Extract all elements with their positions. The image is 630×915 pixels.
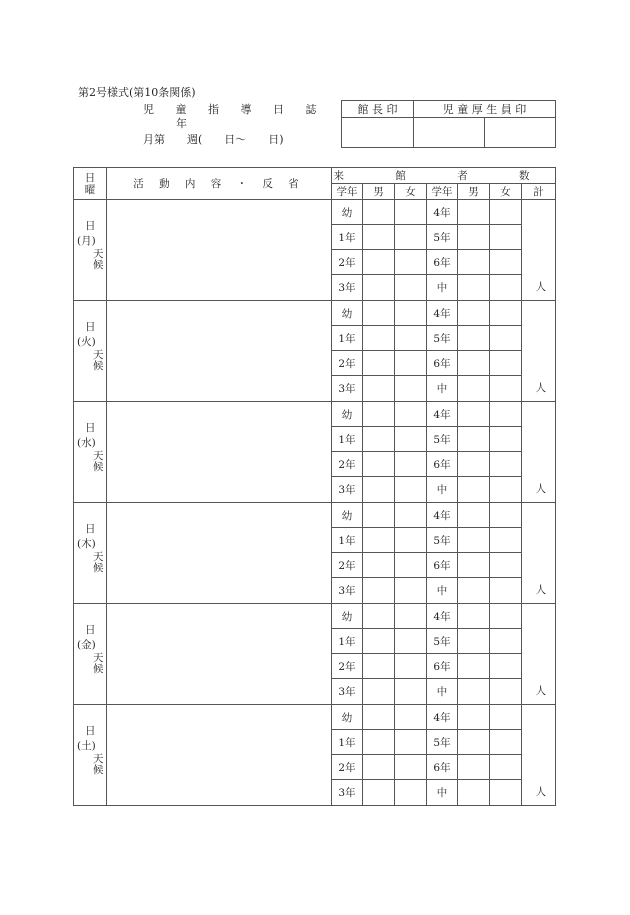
male-count-cell[interactable] — [458, 578, 490, 604]
day-cell[interactable] — [74, 604, 107, 705]
weather-label: 天 候 — [93, 450, 104, 473]
grade-label: 1年 — [332, 427, 363, 452]
grade-label: 4年 — [427, 200, 458, 225]
male-count-cell[interactable] — [458, 200, 490, 225]
day-cell[interactable] — [74, 503, 107, 604]
grade-label: 6年 — [427, 351, 458, 376]
female-count-cell[interactable] — [395, 301, 427, 326]
weekday-label: (火) — [77, 336, 96, 348]
female-count-cell[interactable] — [395, 200, 427, 225]
day-cell[interactable] — [74, 200, 107, 301]
grade-label: 4年 — [427, 402, 458, 427]
grade-label: 幼 — [332, 705, 363, 730]
weather-label: 天 候 — [93, 349, 104, 372]
total-count-cell[interactable] — [522, 705, 556, 806]
weather-label: 天 候 — [93, 753, 104, 776]
grade-label: 幼 — [332, 200, 363, 225]
activity-content-cell[interactable] — [107, 402, 332, 503]
female-count-cell[interactable] — [395, 654, 427, 679]
female-count-cell[interactable] — [395, 250, 427, 275]
male-count-cell[interactable] — [458, 402, 490, 427]
female-count-cell[interactable] — [395, 225, 427, 250]
female-count-cell[interactable] — [395, 452, 427, 477]
male-count-cell[interactable] — [363, 402, 395, 427]
male-count-cell[interactable] — [458, 351, 490, 376]
seal-table — [341, 100, 556, 148]
male-count-cell[interactable] — [363, 351, 395, 376]
grade-label: 5年 — [427, 326, 458, 351]
grade-label: 5年 — [427, 225, 458, 250]
female-count-cell[interactable] — [490, 730, 522, 755]
female-count-cell[interactable] — [395, 553, 427, 578]
grade-label: 5年 — [427, 629, 458, 654]
female-count-cell[interactable] — [490, 402, 522, 427]
weather-label: 天 候 — [93, 248, 104, 271]
daily-log-table — [73, 167, 556, 806]
male-count-cell[interactable] — [363, 705, 395, 730]
staff-seal-box-2[interactable] — [485, 118, 556, 148]
grade-header-2: 学年 — [427, 184, 458, 200]
female-count-cell[interactable] — [490, 200, 522, 225]
female-count-cell[interactable] — [490, 654, 522, 679]
male-count-cell[interactable] — [363, 452, 395, 477]
female-count-cell[interactable] — [490, 755, 522, 780]
male-count-cell[interactable] — [458, 477, 490, 503]
activity-content-cell[interactable] — [107, 200, 332, 301]
grade-label: 6年 — [427, 452, 458, 477]
male-count-cell[interactable] — [363, 755, 395, 780]
male-count-cell[interactable] — [458, 275, 490, 301]
male-count-cell[interactable] — [363, 301, 395, 326]
male-count-cell[interactable] — [458, 452, 490, 477]
male-count-cell[interactable] — [458, 553, 490, 578]
male-count-cell[interactable] — [363, 654, 395, 679]
grade-label: 4年 — [427, 301, 458, 326]
grade-label: 6年 — [427, 654, 458, 679]
day-cell[interactable] — [74, 301, 107, 402]
grade-label: 3年 — [332, 376, 363, 402]
female-count-cell[interactable] — [490, 250, 522, 275]
male-count-cell[interactable] — [363, 376, 395, 402]
female-count-cell[interactable] — [490, 275, 522, 301]
weekday-label: (金) — [77, 639, 96, 651]
male-count-cell[interactable] — [458, 528, 490, 553]
form-title: 児 童 指 導 日 誌 — [143, 103, 326, 116]
grade-label: 幼 — [332, 604, 363, 629]
male-count-cell[interactable] — [363, 578, 395, 604]
visitor-count-header: 来 館 者 数 — [332, 168, 556, 184]
female-count-cell[interactable] — [395, 376, 427, 402]
male-count-cell[interactable] — [458, 705, 490, 730]
day-char: 日 — [85, 422, 96, 434]
grade-label: 2年 — [332, 654, 363, 679]
male-count-cell[interactable] — [458, 427, 490, 452]
grade-label: 中 — [427, 780, 458, 806]
female-count-cell[interactable] — [490, 225, 522, 250]
day-cell[interactable] — [74, 705, 107, 806]
female-count-cell[interactable] — [395, 326, 427, 351]
female-count-cell[interactable] — [490, 553, 522, 578]
female-count-cell[interactable] — [395, 629, 427, 654]
grade-label: 4年 — [427, 503, 458, 528]
activity-content-cell[interactable] — [107, 301, 332, 402]
total-count-cell[interactable] — [522, 301, 556, 402]
female-count-cell[interactable] — [395, 427, 427, 452]
total-count-cell[interactable] — [522, 200, 556, 301]
weather-label: 天 候 — [93, 551, 104, 574]
female-count-cell[interactable] — [395, 477, 427, 503]
grade-label: 1年 — [332, 225, 363, 250]
day-char: 日 — [85, 725, 96, 737]
male-count-cell[interactable] — [363, 780, 395, 806]
female-count-cell[interactable] — [395, 730, 427, 755]
grade-label: 幼 — [332, 503, 363, 528]
male-count-cell[interactable] — [458, 730, 490, 755]
male-count-cell[interactable] — [363, 604, 395, 629]
day-char: 日 — [85, 220, 96, 232]
grade-label: 6年 — [427, 755, 458, 780]
male-count-cell[interactable] — [363, 200, 395, 225]
grade-header-1: 学年 — [332, 184, 363, 200]
female-count-cell[interactable] — [490, 351, 522, 376]
total-unit-label: 人 — [535, 483, 547, 495]
male-count-cell[interactable] — [458, 225, 490, 250]
grade-label: 5年 — [427, 730, 458, 755]
male-count-cell[interactable] — [458, 250, 490, 275]
grade-label: 1年 — [332, 629, 363, 654]
female-count-cell[interactable] — [490, 427, 522, 452]
grade-label: 6年 — [427, 553, 458, 578]
female-count-cell[interactable] — [490, 452, 522, 477]
male-count-cell[interactable] — [458, 503, 490, 528]
female-count-cell[interactable] — [395, 604, 427, 629]
female-count-cell[interactable] — [395, 528, 427, 553]
activity-header: 活 動 内 容 ・ 反 省 — [107, 168, 332, 200]
male-header-1: 男 — [363, 184, 395, 200]
male-count-cell[interactable] — [458, 376, 490, 402]
month-week-label: 月第 週( 日～ 日) — [143, 133, 284, 146]
total-unit-label: 人 — [535, 584, 547, 596]
female-count-cell[interactable] — [395, 351, 427, 376]
female-count-cell[interactable] — [490, 528, 522, 553]
grade-label: 中 — [427, 679, 458, 705]
male-count-cell[interactable] — [458, 301, 490, 326]
total-header: 計 — [522, 184, 556, 200]
activity-content-cell[interactable] — [107, 503, 332, 604]
grade-label: 5年 — [427, 427, 458, 452]
female-count-cell[interactable] — [395, 755, 427, 780]
male-count-cell[interactable] — [458, 629, 490, 654]
activity-content-cell[interactable] — [107, 705, 332, 806]
grade-label: 6年 — [427, 250, 458, 275]
male-count-cell[interactable] — [363, 503, 395, 528]
female-count-cell[interactable] — [395, 705, 427, 730]
male-header-2: 男 — [458, 184, 490, 200]
male-count-cell[interactable] — [363, 250, 395, 275]
total-unit-label: 人 — [535, 685, 547, 697]
grade-label: 幼 — [332, 301, 363, 326]
grade-label: 中 — [427, 275, 458, 301]
day-cell[interactable] — [74, 402, 107, 503]
staff-seal-box-1[interactable] — [414, 118, 485, 148]
total-count-cell[interactable] — [522, 402, 556, 503]
visitor-row — [74, 402, 556, 427]
female-count-cell[interactable] — [490, 326, 522, 351]
female-header-1: 女 — [395, 184, 427, 200]
female-count-cell[interactable] — [490, 780, 522, 806]
grade-label: 幼 — [332, 402, 363, 427]
grade-label: 3年 — [332, 780, 363, 806]
male-count-cell[interactable] — [363, 553, 395, 578]
grade-label: 中 — [427, 376, 458, 402]
female-header-2: 女 — [490, 184, 522, 200]
grade-label: 2年 — [332, 755, 363, 780]
male-count-cell[interactable] — [458, 679, 490, 705]
female-count-cell[interactable] — [490, 376, 522, 402]
grade-label: 2年 — [332, 452, 363, 477]
grade-label: 3年 — [332, 275, 363, 301]
activity-content-cell[interactable] — [107, 604, 332, 705]
grade-label: 3年 — [332, 578, 363, 604]
male-count-cell[interactable] — [458, 654, 490, 679]
male-count-cell[interactable] — [458, 326, 490, 351]
visitor-row — [74, 604, 556, 629]
day-weekday-header: 日 曜 — [74, 168, 107, 200]
director-seal-header: 館 長 印 — [342, 101, 414, 118]
female-count-cell[interactable] — [395, 578, 427, 604]
visitor-row — [74, 200, 556, 225]
male-count-cell[interactable] — [363, 730, 395, 755]
female-count-cell[interactable] — [490, 477, 522, 503]
weekday-label: (土) — [77, 740, 96, 752]
grade-label: 1年 — [332, 326, 363, 351]
grade-label: 4年 — [427, 604, 458, 629]
male-count-cell[interactable] — [363, 629, 395, 654]
female-count-cell[interactable] — [490, 705, 522, 730]
weekday-label: (水) — [77, 437, 96, 449]
grade-label: 1年 — [332, 528, 363, 553]
grade-label: 中 — [427, 477, 458, 503]
day-char: 日 — [85, 523, 96, 535]
female-count-cell[interactable] — [395, 679, 427, 705]
female-count-cell[interactable] — [490, 629, 522, 654]
male-count-cell[interactable] — [458, 780, 490, 806]
grade-label: 1年 — [332, 730, 363, 755]
female-count-cell[interactable] — [395, 780, 427, 806]
total-unit-label: 人 — [535, 786, 547, 798]
grade-label: 2年 — [332, 351, 363, 376]
female-count-cell[interactable] — [490, 604, 522, 629]
male-count-cell[interactable] — [363, 477, 395, 503]
total-unit-label: 人 — [535, 382, 547, 394]
visitor-row — [74, 301, 556, 326]
visitor-row — [74, 705, 556, 730]
day-char: 日 — [85, 321, 96, 333]
female-count-cell[interactable] — [395, 503, 427, 528]
male-count-cell[interactable] — [363, 427, 395, 452]
grade-label: 中 — [427, 578, 458, 604]
total-count-cell[interactable] — [522, 604, 556, 705]
weekday-label: (月) — [77, 235, 96, 247]
male-count-cell[interactable] — [363, 225, 395, 250]
male-count-cell[interactable] — [363, 275, 395, 301]
total-unit-label: 人 — [535, 281, 547, 293]
female-count-cell[interactable] — [395, 402, 427, 427]
form-number: 第2号様式(第10条関係) — [78, 86, 196, 99]
male-count-cell[interactable] — [363, 679, 395, 705]
staff-seal-header: 児 童 厚 生 員 印 — [414, 101, 556, 118]
male-count-cell[interactable] — [363, 528, 395, 553]
female-count-cell[interactable] — [490, 578, 522, 604]
total-count-cell[interactable] — [522, 503, 556, 604]
day-char: 日 — [85, 624, 96, 636]
director-seal-box[interactable] — [342, 118, 414, 148]
male-count-cell[interactable] — [363, 326, 395, 351]
grade-label: 2年 — [332, 553, 363, 578]
female-count-cell[interactable] — [490, 503, 522, 528]
grade-label: 3年 — [332, 679, 363, 705]
day-rows — [74, 200, 556, 806]
female-count-cell[interactable] — [395, 275, 427, 301]
weather-label: 天 候 — [93, 652, 104, 675]
grade-label: 5年 — [427, 528, 458, 553]
weekday-label: (木) — [77, 538, 96, 550]
year-label: 年 — [176, 117, 187, 130]
female-count-cell[interactable] — [490, 679, 522, 705]
grade-label: 2年 — [332, 250, 363, 275]
visitor-row — [74, 503, 556, 528]
male-count-cell[interactable] — [458, 604, 490, 629]
grade-label: 3年 — [332, 477, 363, 503]
male-count-cell[interactable] — [458, 755, 490, 780]
female-count-cell[interactable] — [490, 301, 522, 326]
grade-label: 4年 — [427, 705, 458, 730]
